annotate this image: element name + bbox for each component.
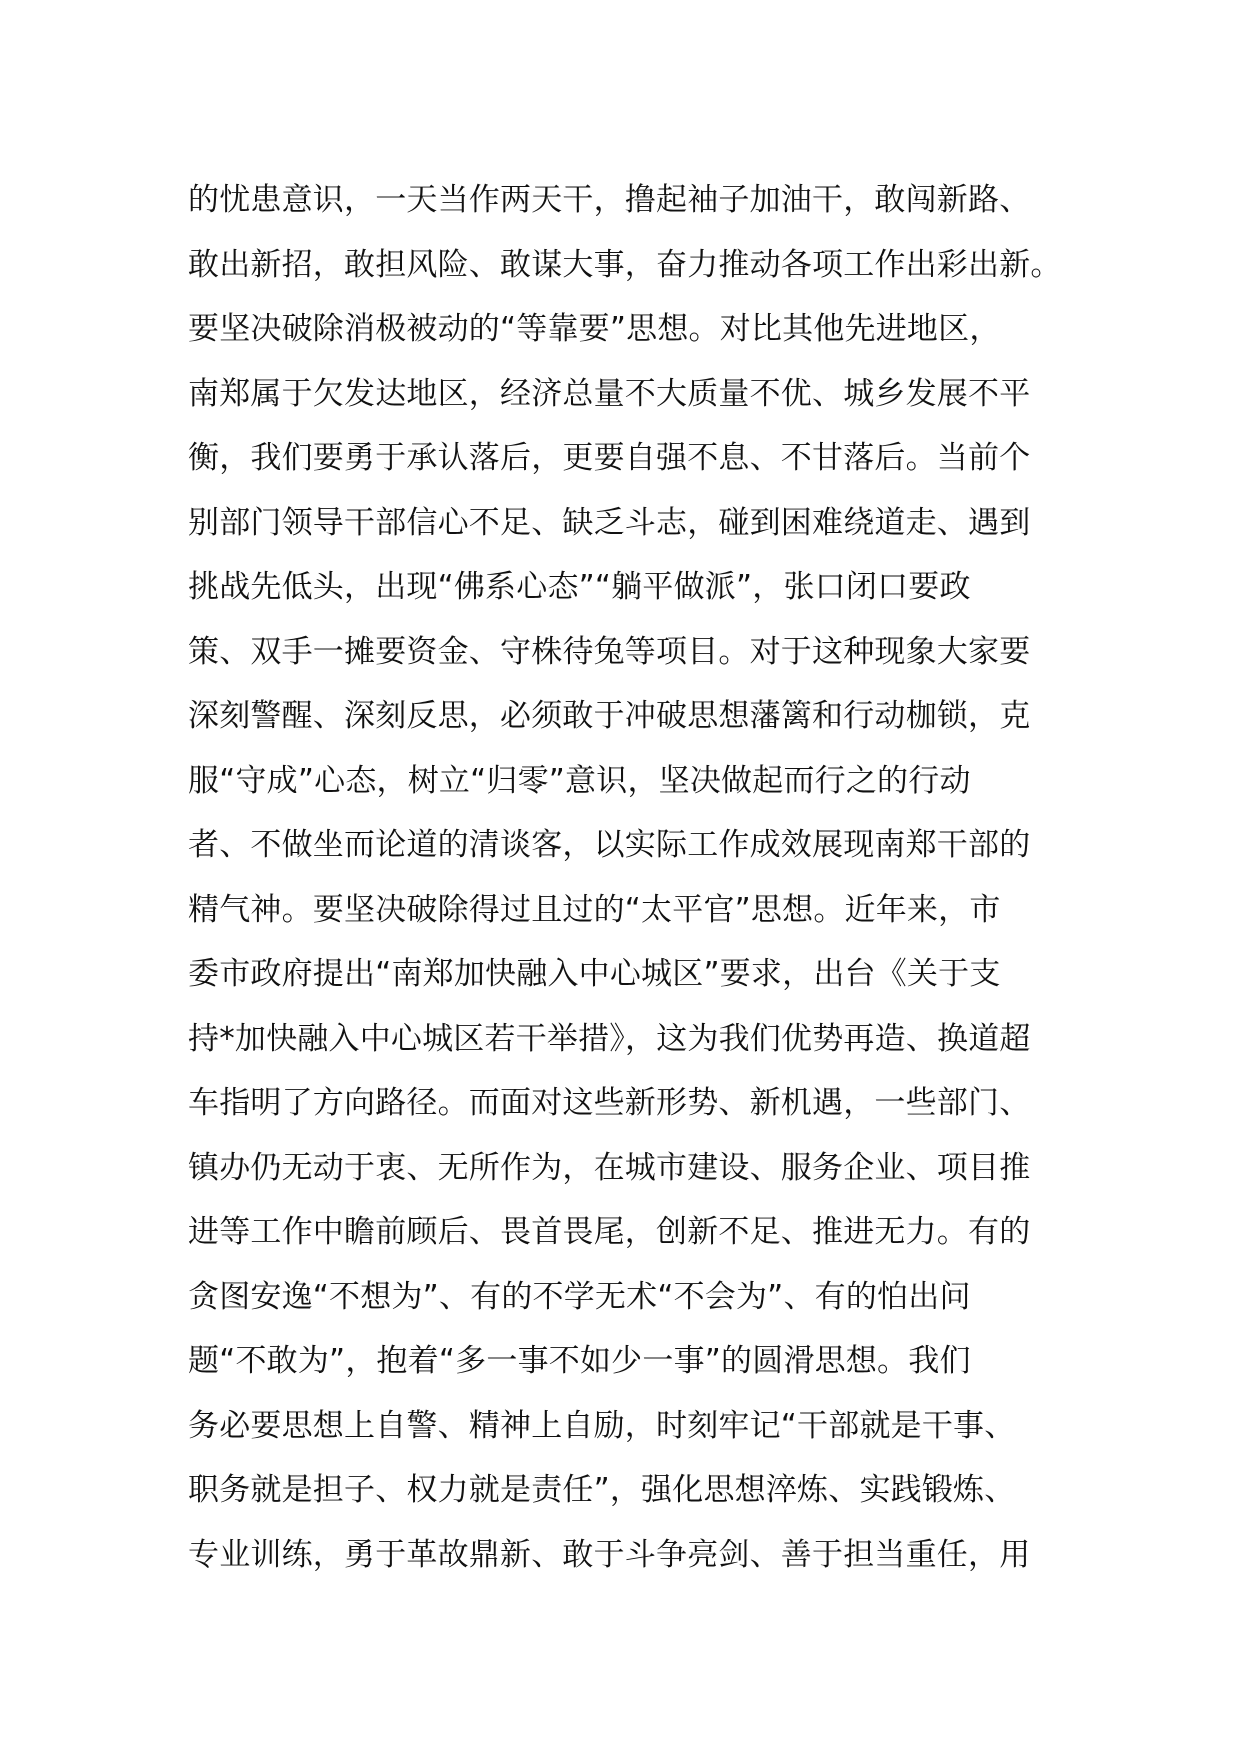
text-line: 进等工作中瞻前顾后、畏首畏尾，创新不足、推进无力。有的 <box>188 1214 1031 1250</box>
text-line: 服“守成”心态，树立“归零”意识，坚决做起而行之的行动 <box>188 762 971 799</box>
text-line: 职务就是担子、权力就是责任”，强化思想淬炼、实践锻炼、 <box>188 1472 1016 1508</box>
text-line: 南郑属于欠发达地区，经济总量不大质量不优、城乡发展不平 <box>188 375 1031 412</box>
text-line: 题“不敢为”，抱着“多一事不如少一事”的圆滑思想。我们 <box>188 1343 971 1379</box>
text-line: 委市政府提出“南郑加快融入中心城区”要求，出台《关于支 <box>188 956 1001 992</box>
text-line: 挑战先低头，出现“佛系心态”“躺平做派”，张口闭口要政 <box>188 569 971 605</box>
text-line: 深刻警醒、深刻反思，必须敢于冲破思想藩篱和行动枷锁，克 <box>188 698 1031 734</box>
text-line: 镇办仍无动于衷、无所作为，在城市建设、服务企业、项目推 <box>188 1149 1031 1186</box>
text-line: 衡，我们要勇于承认落后，更要自强不息、不甘落后。当前个 <box>188 440 1031 476</box>
text-line: 策、双手一摊要资金、守株待兔等项目。对于这种现象大家要 <box>188 633 1031 670</box>
text-line: 务必要思想上自警、精神上自励，时刻牢记“干部就是干事、 <box>188 1407 1016 1444</box>
text-line: 的忧患意识，一天当作两天干，撸起袖子加油干，敢闯新路、 <box>188 182 1031 218</box>
text-line: 贪图安逸“不想为”、有的不学无术“不会为”、有的怕出问 <box>188 1278 971 1315</box>
text-line: 者、不做坐而论道的清谈客，以实际工作成效展现南郑干部的 <box>188 827 1031 863</box>
text-line: 要坚决破除消极被动的“等靠要”思想。对比其他先进地区， <box>188 311 1001 347</box>
text-line: 别部门领导干部信心不足、缺乏斗志，碰到困难绕道走、遇到 <box>188 504 1031 541</box>
text-line: 车指明了方向路径。而面对这些新形势、新机遇，一些部门、 <box>188 1085 1031 1121</box>
body-text <box>188 168 1088 1587</box>
text-line: 精气神。要坚决破除得过且过的“太平官”思想。近年来，市 <box>188 891 1001 928</box>
text-line: 专业训练，勇于革故鼎新、敢于斗争亮剑、善于担当重任，用 <box>188 1536 1031 1573</box>
text-line: 敢出新招，敢担风险、敢谋大事，奋力推动各项工作出彩出新。 <box>188 246 1062 283</box>
text-line: 持*加快融入中心城区若干举措》，这为我们优势再造、换道超 <box>188 1020 1031 1057</box>
